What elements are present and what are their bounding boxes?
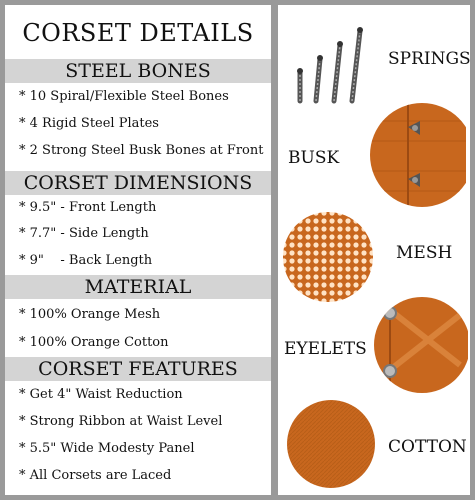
features-panel: [278, 5, 470, 495]
list-item: * Get 4" Waist Reduction: [19, 387, 183, 402]
list-item: * All Corsets are Laced: [19, 468, 172, 483]
eyelets-label: EYELETS: [284, 339, 367, 359]
list-item: * 10 Spiral/Flexible Steel Bones: [19, 89, 229, 104]
list-item: * 4 Rigid Steel Plates: [19, 116, 159, 131]
list-item: * Strong Ribbon at Waist Level: [19, 414, 223, 429]
mesh-label: MESH: [396, 243, 453, 263]
list-item: * 5.5" Wide Modesty Panel: [19, 441, 195, 456]
list-item: * 100% Orange Mesh: [19, 307, 161, 322]
busk-label: BUSK: [288, 148, 340, 168]
section-heading-dimensions: CORSET DIMENSIONS: [5, 171, 271, 195]
page-title: CORSET DETAILS: [22, 19, 254, 47]
springs-label: SPRINGS: [388, 49, 471, 69]
list-item: * 9.5" - Front Length: [19, 200, 157, 215]
section-heading-material: MATERIAL: [5, 275, 271, 299]
cotton-label: COTTON: [388, 437, 467, 457]
section-heading-features: CORSET FEATURES: [5, 357, 271, 381]
mesh-image: [280, 209, 376, 305]
busk-image: [368, 101, 466, 209]
eyelets-image: [370, 295, 468, 395]
list-item: * 100% Orange Cotton: [19, 335, 169, 350]
cotton-image: [284, 397, 378, 491]
springs-image: [286, 17, 386, 105]
list-item: * 2 Strong Steel Busk Bones at Front: [19, 143, 264, 158]
section-heading-steel-bones: STEEL BONES: [5, 59, 271, 83]
list-item: * 7.7" - Side Length: [19, 226, 149, 241]
details-panel: [5, 5, 271, 495]
list-item: * 9" - Back Length: [19, 253, 153, 268]
